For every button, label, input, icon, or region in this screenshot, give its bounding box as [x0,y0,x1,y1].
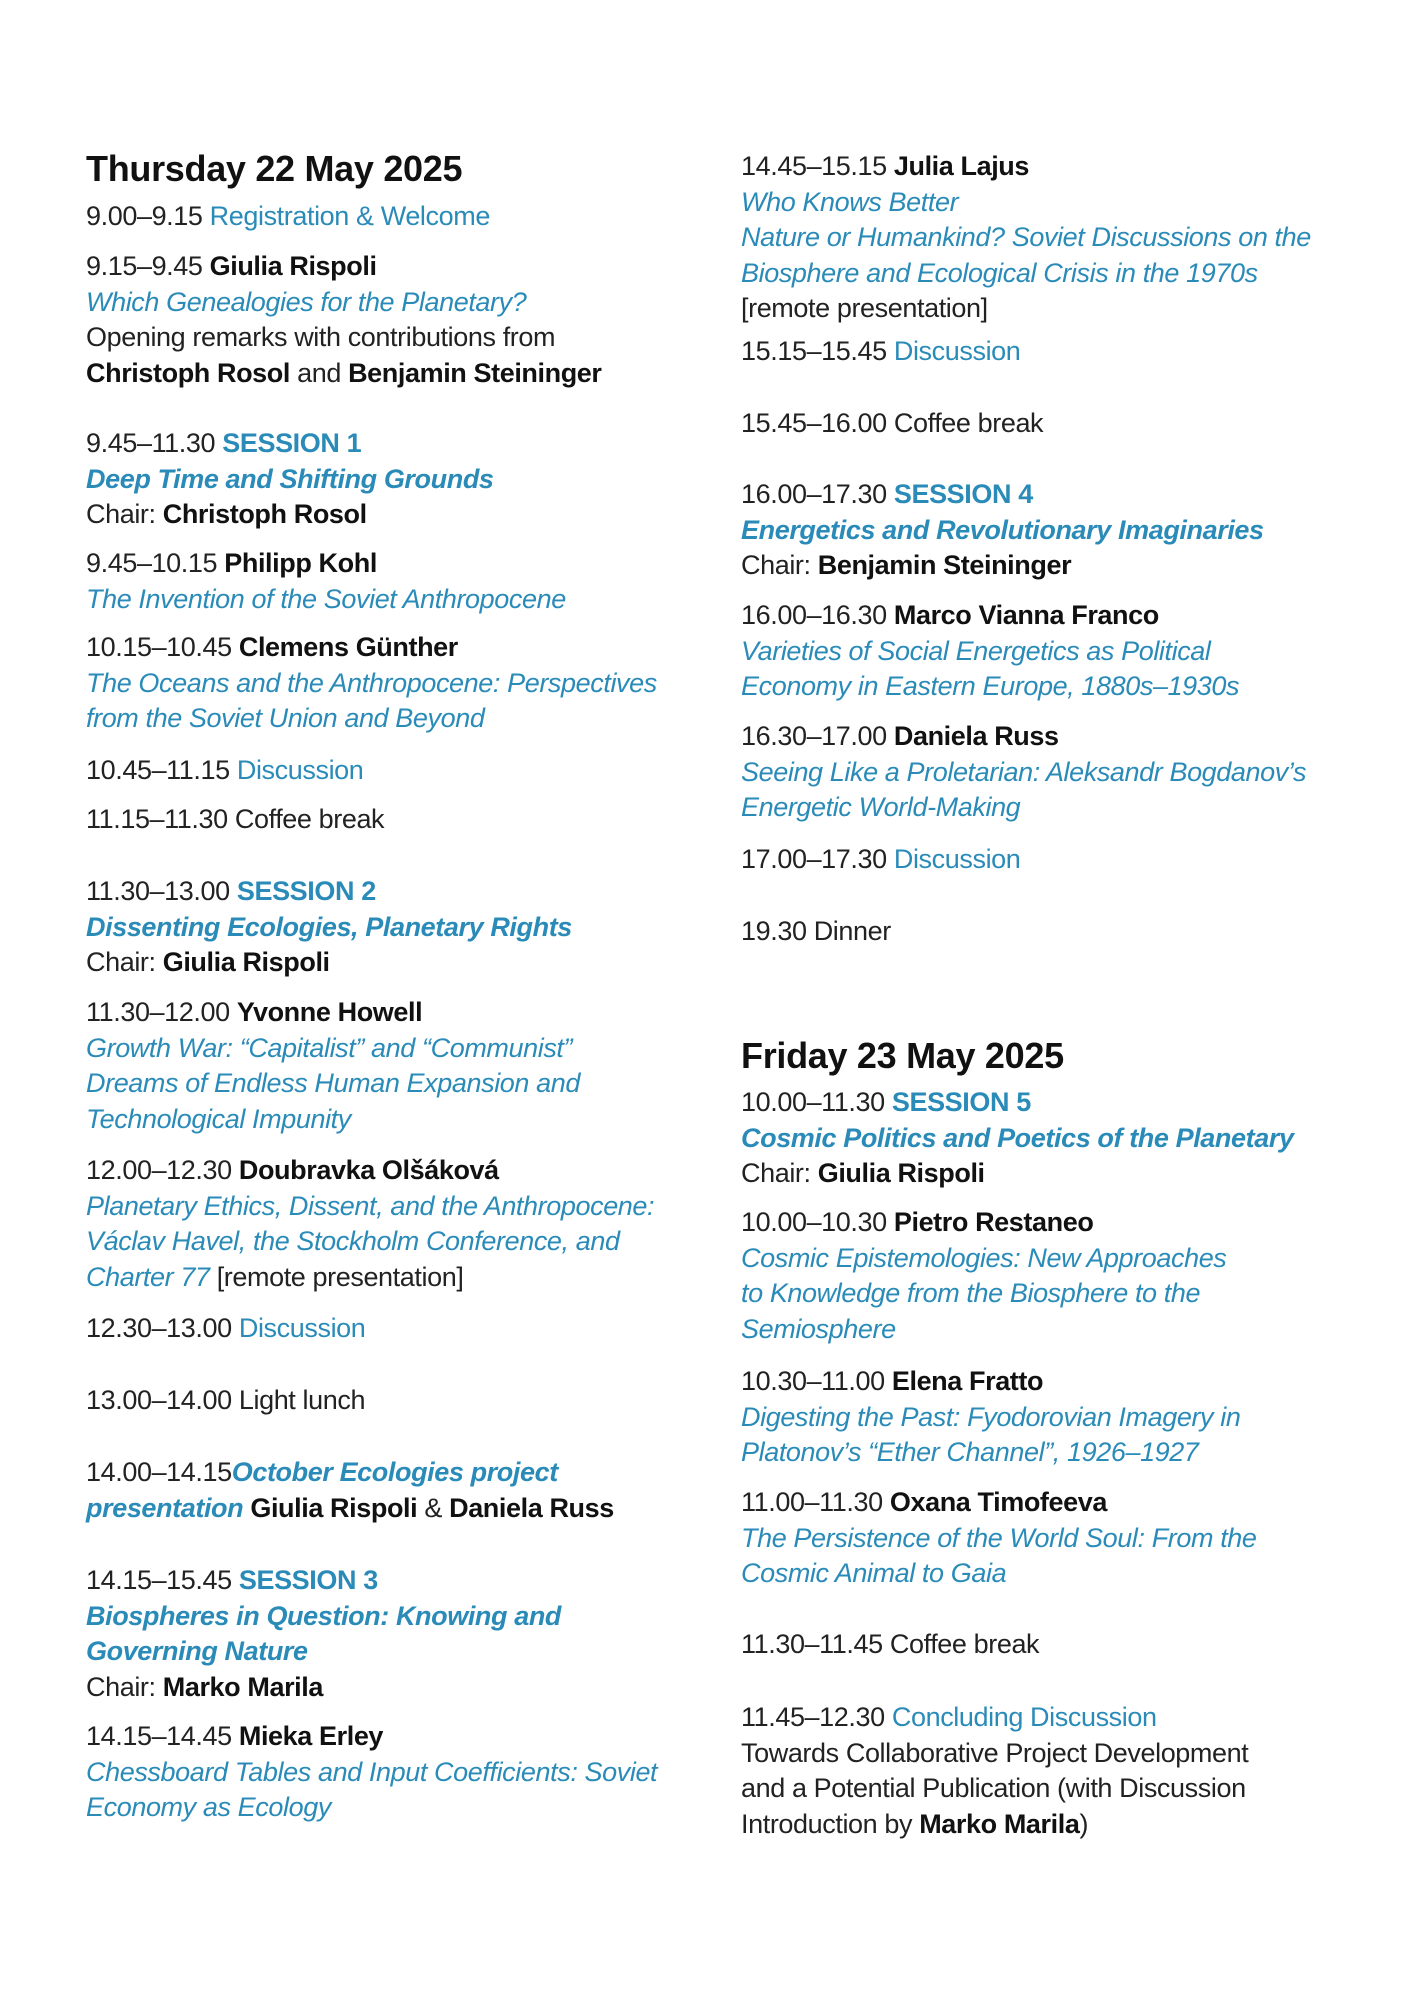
entry-time: 17.00–17.30 [741,844,887,874]
dinner-entry [741,914,1361,950]
speaker-name: Yvonne Howell [236,997,423,1027]
remote-note: [remote presentation] [216,1261,464,1292]
session-time: 14.15–15.45 [86,1565,232,1595]
talk-entry [741,719,1361,826]
entry-time: 9.45–10.15 [86,548,218,578]
session-time: 16.00–17.30 [741,479,887,509]
talk-title: Economy as Ecology [86,1792,331,1822]
talk-entry [86,995,706,1137]
talk-entry [86,630,706,737]
chair-label: Chair: [741,1158,811,1188]
speaker-name: Daniela Russ [449,1492,614,1523]
remote-note: [remote presentation] [741,293,988,323]
opening-entry [86,249,706,391]
speaker-name: Pietro Restaneo [893,1207,1094,1237]
entry-label: Coffee break [893,408,1044,438]
entry-label: Concluding Discussion [891,1702,1157,1732]
talk-title: Václav Havel, the Stockholm Conference, and [86,1226,620,1256]
entry-time: 11.30–11.45 [741,1629,883,1659]
session-1-header [86,426,706,533]
entry-time: 15.45–16.00 [741,408,887,438]
entry-time: 15.15–15.45 [741,336,887,366]
discussion-entry [741,334,1361,370]
talk-title: Seeing Like a Proletarian: Aleksandr Bogdanov’s [741,756,1307,787]
session-title: Dissenting Ecologies, Planetary Rights [86,911,572,942]
talk-entry [741,1364,1361,1471]
discussion-entry [86,753,706,789]
entry-label: Registration & Welcome [209,201,490,231]
talk-entry [741,1205,1361,1347]
talk-title: Planetary Ethics, Dissent, and the Anthropocene: [86,1190,655,1221]
conjunction: and [297,357,341,388]
contributor-name: Benjamin Steininger [348,357,602,388]
talk-title: Which Genealogies for the Planetary? [86,286,527,317]
chair-label: Chair: [741,550,811,580]
entry-label: Coffee break [234,804,385,834]
entry-time: 9.15–9.45 [86,251,203,281]
talk-title: Digesting the Past: Fyodorovian Imagery in [741,1401,1241,1432]
talk-title: Cosmic Epistemologies: New Approaches [741,1242,1227,1273]
project-title: October Ecologies project [231,1457,558,1487]
talk-title: The Invention of the Soviet Anthropocene [86,583,566,614]
talk-title: The Persistence of the World Soul: From the [741,1522,1257,1553]
project-presentation-entry [86,1455,706,1526]
break-entry [741,406,1361,442]
talk-title: from the Soviet Union and Beyond [86,703,485,733]
chair-label: Chair: [86,1671,156,1702]
session-title: Governing Nature [86,1636,308,1666]
talk-title: Chessboard Tables and Input Coefficients: Soviet [86,1756,658,1787]
session-5-header [741,1085,1361,1192]
entry-time: 14.00–14.15 [86,1457,232,1487]
talk-title: Cosmic Animal to Gaia [741,1558,1007,1588]
break-entry [86,802,706,838]
session-label: SESSION 2 [236,876,376,906]
entry-time: 14.45–15.15 [741,151,887,181]
talk-title: Energetic World-Making [741,792,1021,822]
talk-entry [86,1719,706,1826]
chair-name: Christoph Rosol [162,499,367,529]
contributor-name: Christoph Rosol [86,357,290,388]
concluding-discussion-entry [741,1700,1361,1842]
opening-remarks: Opening remarks with contributions from [86,322,556,352]
entry-time: 11.30–12.00 [86,997,230,1027]
entry-label: Discussion [893,336,1021,366]
speaker-name: Mieka Erley [238,1721,384,1751]
entry-label: Dinner [813,916,891,946]
session-label: SESSION 5 [891,1087,1031,1117]
registration-entry [86,199,706,235]
entry-time: 12.30–13.00 [86,1313,232,1343]
speaker-name: Marco Vianna Franco [893,600,1159,630]
session-2-header [86,874,706,981]
discussion-entry [741,842,1361,878]
chair-name: Marko Marila [162,1671,323,1702]
talk-title: Who Knows Better [741,186,959,217]
talk-title: The Oceans and the Anthropocene: Perspectives [86,667,657,698]
entry-time: 11.45–12.30 [741,1702,885,1732]
session-time: 10.00–11.30 [741,1087,885,1117]
talk-title: to Knowledge from the Biosphere to the [741,1278,1201,1308]
concluding-description: Introduction by [741,1808,913,1839]
speaker-name: Giulia Rispoli [209,251,377,281]
day-heading-friday: Friday 23 May 2025 [741,1035,1064,1076]
talk-title: Dreams of Endless Human Expansion and [86,1068,580,1098]
session-3-header [86,1563,706,1705]
talk-entry [86,1153,706,1295]
speaker-name: Julia Lajus [893,151,1030,181]
session-title: Cosmic Politics and Poetics of the Planetary [741,1122,1294,1153]
project-title: presentation [86,1492,244,1523]
talk-title: Technological Impunity [86,1103,351,1134]
speaker-name: Doubravka Olšáková [238,1155,499,1185]
concluding-description: and a Potential Publication (with Discussion [741,1773,1246,1803]
entry-time: 19.30 [741,916,807,946]
day-heading-thursday: Thursday 22 May 2025 [86,148,463,189]
discussion-entry [86,1311,706,1347]
talk-entry [86,546,706,617]
talk-entry [741,598,1361,705]
session-title: Biospheres in Question: Knowing and [86,1600,562,1631]
entry-time: 10.00–10.30 [741,1207,887,1237]
talk-title: Semiosphere [741,1313,896,1344]
ampersand: & [424,1492,442,1523]
entry-label: Discussion [236,755,364,785]
entry-label: Discussion [238,1313,366,1343]
session-time: 9.45–11.30 [86,428,216,458]
entry-time: 9.00–9.15 [86,201,203,231]
talk-title: Biosphere and Ecological Crisis in the 1970s [741,257,1258,288]
entry-time: 11.15–11.30 [86,804,228,834]
speaker-name: Elena Fratto [891,1366,1044,1396]
entry-time: 14.15–14.45 [86,1721,232,1751]
break-entry [741,1627,1361,1663]
speaker-name: Oxana Timofeeva [889,1487,1107,1517]
session-title: Deep Time and Shifting Grounds [86,463,494,494]
chair-name: Giulia Rispoli [162,947,330,977]
session-4-header [741,477,1361,584]
chair-name: Giulia Rispoli [817,1158,985,1188]
session-label: SESSION 4 [893,479,1033,509]
entry-time: 11.00–11.30 [741,1487,883,1517]
closing-paren: ) [1079,1808,1089,1839]
chair-name: Benjamin Steininger [817,550,1072,580]
talk-title: Nature or Humankind? Soviet Discussions on the [741,222,1311,252]
entry-time: 10.30–11.00 [741,1366,885,1396]
session-label: SESSION 1 [222,428,362,458]
talk-title: Platonov’s “Ether Channel”, 1926–1927 [741,1437,1199,1467]
speaker-name: Clemens Günther [238,632,458,662]
talk-title: Charter 77 [86,1261,210,1292]
entry-label: Discussion [893,844,1021,874]
speaker-name: Marko Marila [919,1808,1080,1839]
talk-title: Economy in Eastern Europe, 1880s–1930s [741,671,1240,701]
session-label: SESSION 3 [238,1565,378,1595]
talk-entry [741,1485,1361,1592]
entry-time: 16.00–16.30 [741,600,887,630]
talk-entry [741,149,1361,327]
entry-time: 13.00–14.00 [86,1385,232,1415]
lunch-entry [86,1383,706,1419]
concluding-description: Towards Collaborative Project Development [741,1737,1249,1768]
talk-title: Varieties of Social Energetics as Political [741,635,1211,666]
entry-time: 10.15–10.45 [86,632,232,662]
entry-time: 12.00–12.30 [86,1155,232,1185]
session-time: 11.30–13.00 [86,876,230,906]
entry-time: 16.30–17.00 [741,721,887,751]
speaker-name: Daniela Russ [893,721,1059,751]
session-title: Energetics and Revolutionary Imaginaries [741,514,1264,545]
speaker-name: Giulia Rispoli [250,1492,418,1523]
entry-label: Light lunch [238,1385,366,1415]
speaker-name: Philipp Kohl [224,548,377,578]
entry-label: Coffee break [889,1629,1040,1659]
talk-title: Growth War: “Capitalist” and “Communist” [86,1032,573,1063]
chair-label: Chair: [86,947,156,977]
chair-label: Chair: [86,499,156,529]
entry-time: 10.45–11.15 [86,755,230,785]
